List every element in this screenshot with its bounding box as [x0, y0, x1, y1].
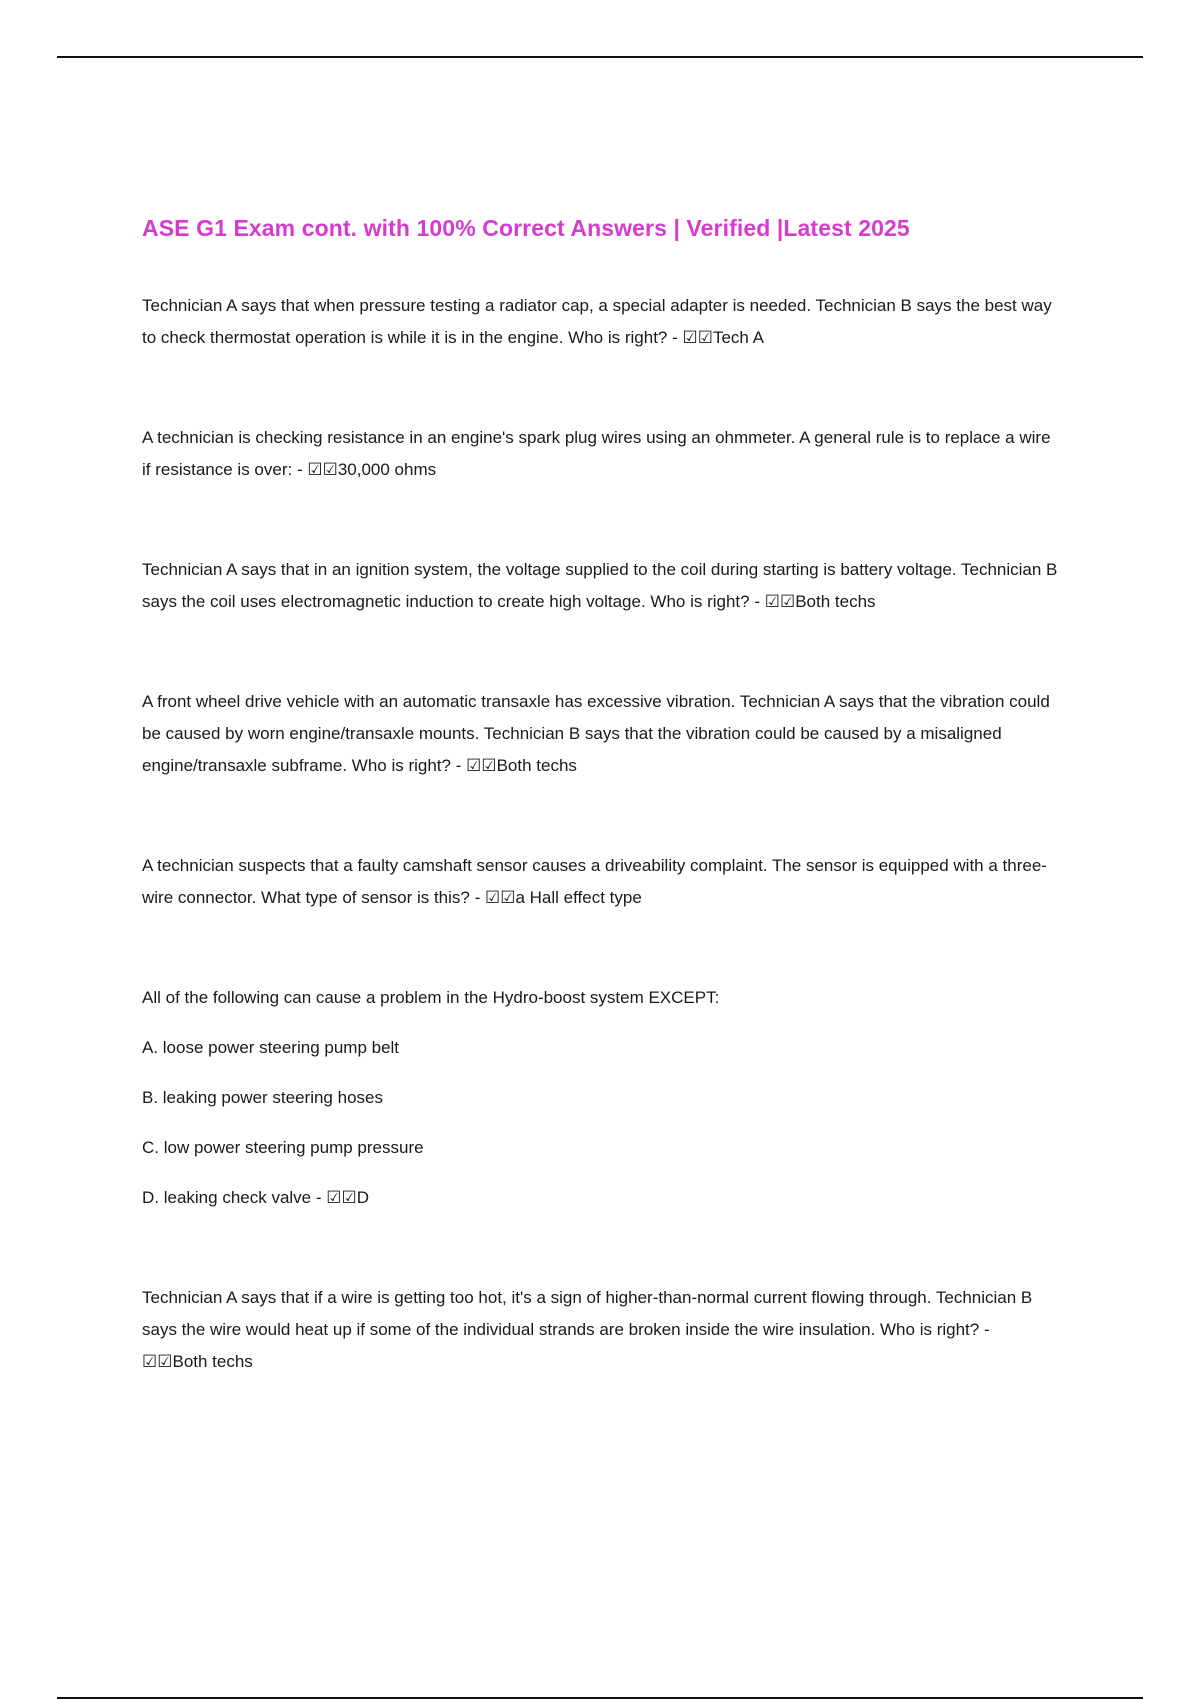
option-d: D. leaking check valve - — [142, 1188, 322, 1207]
question-text: Technician A says that in an ignition system, the voltage supplied to the coil during starting is battery voltage. Technician B says the coil uses electromagnetic induction to create high voltage. Who is right? - — [142, 560, 1058, 611]
answer-text: ☑☑Tech A — [682, 328, 765, 347]
question-1 — [142, 290, 1062, 354]
option-c: C. low power steering pump pressure — [142, 1138, 424, 1157]
question-text: A front wheel drive vehicle with an automatic transaxle has excessive vibration. Technician A says that the vibration could be caused by worn engine/transaxle mounts. Technician B says that the vibration could be caused by a misaligned engine/transaxle subframe. Who is right? - — [142, 692, 1050, 775]
option-b: B. leaking power steering hoses — [142, 1088, 383, 1107]
question-text: Technician A says that if a wire is getting too hot, it's a sign of higher-than-normal current flowing through. Technician B says the wire would heat up if some of the individual strands are broken inside the wire insulation. Who is right? - — [142, 1288, 1033, 1339]
question-text: A technician is checking resistance in an engine's spark plug wires using an ohmmeter. A general rule is to replace a wire if resistance is over: - — [142, 428, 1051, 479]
header-rule — [57, 56, 1143, 58]
question-7 — [142, 1282, 1062, 1378]
question-6 — [142, 982, 1062, 1214]
document-title: ASE G1 Exam cont. with 100% Correct Answers | Verified |Latest 2025 — [142, 215, 910, 241]
answer-text: ☑☑Both techs — [142, 1352, 253, 1371]
question-text: Technician A says that when pressure testing a radiator cap, a special adapter is needed. Technician B says the best way to check thermostat operation is while it is in the engine. Who is right? - — [142, 296, 1052, 347]
footer-rule — [57, 1697, 1143, 1699]
answer-text: ☑☑30,000 ohms — [307, 460, 437, 479]
option-a: A. loose power steering pump belt — [142, 1038, 400, 1057]
question-2 — [142, 422, 1062, 486]
answer-text: ☑☑Both techs — [466, 756, 577, 775]
question-stem: All of the following can cause a problem in the Hydro-boost system EXCEPT: — [142, 988, 720, 1007]
question-3 — [142, 554, 1062, 618]
answer-text: ☑☑Both techs — [764, 592, 876, 611]
document-body — [142, 215, 1062, 1378]
question-text: A technician suspects that a faulty camshaft sensor causes a driveability complaint. The sensor is equipped with a three-wire connector. What type of sensor is this? - — [142, 856, 1047, 907]
answer-text: ☑☑a Hall effect type — [485, 888, 642, 907]
answer-text: ☑☑D — [326, 1188, 370, 1207]
question-5 — [142, 850, 1062, 914]
question-4 — [142, 686, 1062, 782]
